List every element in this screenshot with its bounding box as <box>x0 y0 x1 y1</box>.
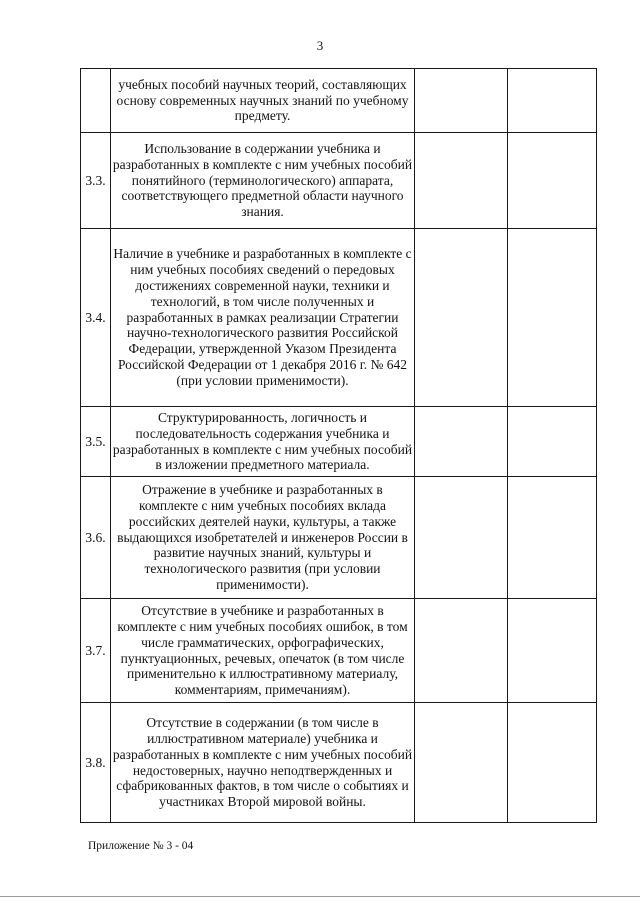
row-empty-cell-1 <box>415 69 508 133</box>
table-row <box>81 477 597 599</box>
row-empty-cell-1 <box>415 229 508 407</box>
row-number: 3.4. <box>81 229 111 407</box>
table-row <box>81 69 597 133</box>
row-criterion-text: Использование в содержании учебника и разработанных в комплекте с ним учебных пособий понятийного (терминологического) аппарата, соответствующего предметной области научного знания. <box>111 133 415 229</box>
row-number: 3.5. <box>81 407 111 477</box>
row-criterion-text: Отсутствие в содержании (в том числе в иллюстративном материале) учебника и разработанных в комплекте с ним учебных пособий недостоверных, научно неподтвержденных и сфабрикованных фактов, в том числе о событиях и участниках Второй мировой войны. <box>111 703 415 823</box>
row-number: 3.6. <box>81 477 111 599</box>
row-number: 3.8. <box>81 703 111 823</box>
table-row <box>81 599 597 703</box>
row-empty-cell-2 <box>508 407 597 477</box>
row-empty-cell-1 <box>415 407 508 477</box>
row-empty-cell-2 <box>508 133 597 229</box>
table-row <box>81 133 597 229</box>
row-empty-cell-1 <box>415 133 508 229</box>
footer-appendix-label: Приложение № 3 - 04 <box>88 840 194 852</box>
row-empty-cell-2 <box>508 69 597 133</box>
criteria-table <box>80 68 597 823</box>
row-criterion-text: Отсутствие в учебнике и разработанных в комплекте с ним учебных пособиях ошибок, в том числе грамматических, орфографических, пунктуационных, речевых, опечаток (в том числе применительно к иллюстративному материалу, комментариям, примечаниям). <box>111 599 415 703</box>
row-criterion-text: Отражение в учебнике и разработанных в комплекте с ним учебных пособиях вклада российских деятелей науки, культуры, а также выдающихся изобретателей и инженеров России в развитие научных знаний, культуры и технологического развития (при условии применимости). <box>111 477 415 599</box>
page-number: 3 <box>316 38 324 53</box>
row-number: 3.3. <box>81 133 111 229</box>
row-empty-cell-2 <box>508 229 597 407</box>
row-empty-cell-2 <box>508 703 597 823</box>
row-criterion-text: Структурированность, логичность и последовательность содержания учебника и разработанных в комплекте с ним учебных пособий в изложении предметного материала. <box>111 407 415 477</box>
row-number: 3.7. <box>81 599 111 703</box>
row-criterion-text: Наличие в учебнике и разработанных в комплекте с ним учебных пособиях сведений о передовых достижениях современной науки, техники и технологий, в том числе полученных и разработанных в рамках реализации Стратегии научно-технологического развития Российской Федерации, утвержденной Указом Президента Российской Федерации от 1 декабря 2016 г. № 642 (при условии применимости). <box>111 229 415 407</box>
table-row <box>81 407 597 477</box>
row-empty-cell-1 <box>415 477 508 599</box>
table-row <box>81 229 597 407</box>
row-empty-cell-1 <box>415 703 508 823</box>
row-criterion-text: учебных пособий научных теорий, составляющих основу современных научных знаний по учебному предмету. <box>111 69 415 133</box>
page-bottom-edge <box>0 896 640 897</box>
row-number <box>81 69 111 133</box>
table-row <box>81 703 597 823</box>
row-empty-cell-1 <box>415 599 508 703</box>
row-empty-cell-2 <box>508 477 597 599</box>
row-empty-cell-2 <box>508 599 597 703</box>
